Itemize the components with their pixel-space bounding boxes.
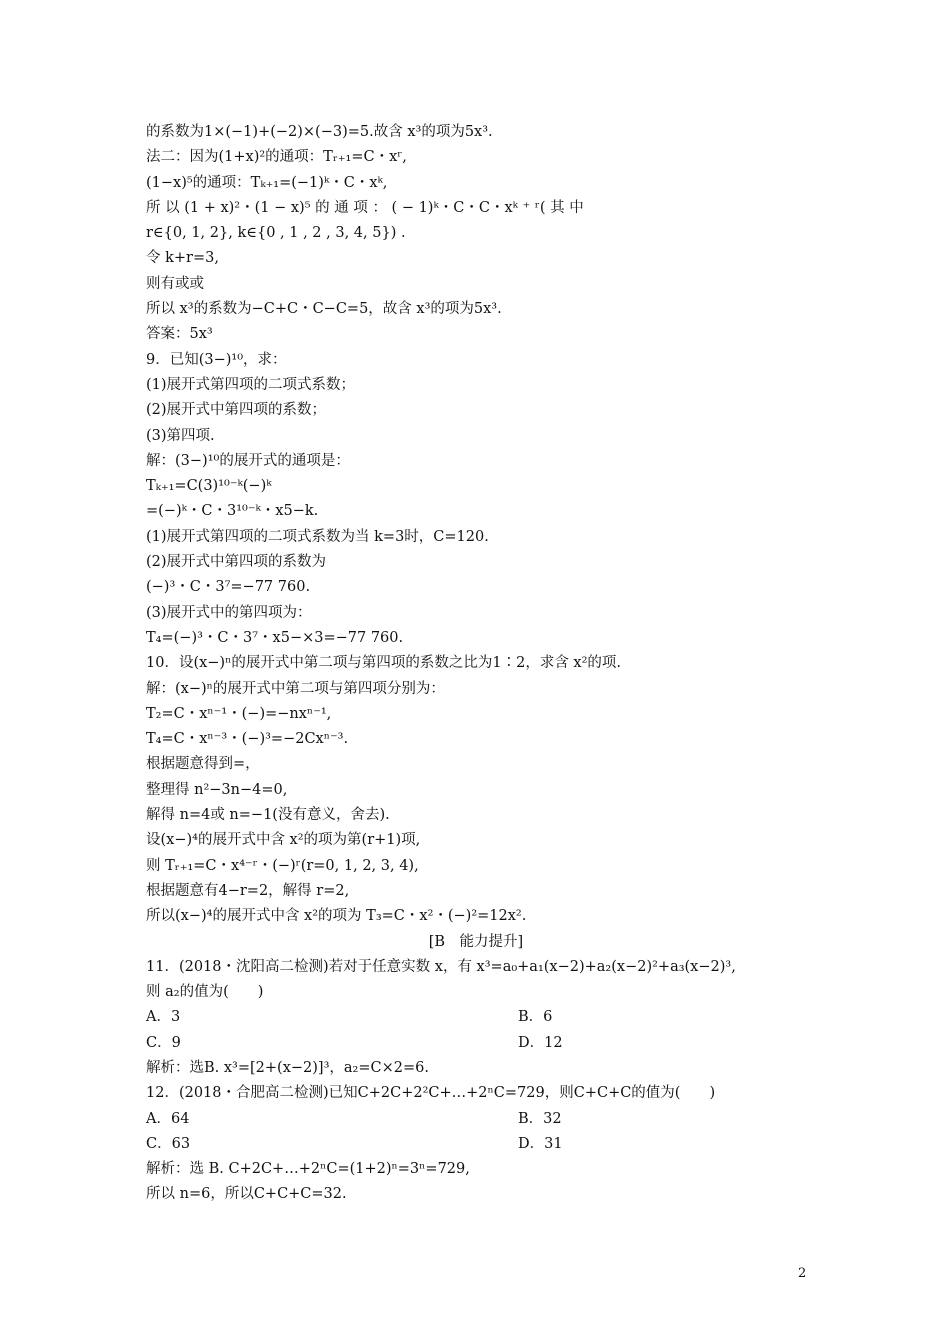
question-10: 10．设(x−)ⁿ的展开式中第二项与第四项的系数之比为1∶2，求含 x²的项.: [146, 655, 622, 672]
text-line: 所以 x³的系数为−C+C・C−C=5，故含 x³的项为5x³.: [146, 301, 502, 318]
text-line: (−)³・C・3⁷=−77 760.: [146, 579, 311, 596]
text-line: (2)展开式中第四项的系数为: [146, 554, 327, 571]
text-line: =(−)ᵏ・C・3¹⁰⁻ᵏ・x5−k.: [146, 503, 319, 520]
q12-options-row-2: [146, 1132, 806, 1157]
text-line: 所 以 (1 + x)²・(1 − x)⁵ 的 通 项 ： ( − 1)ᵏ・C・C・xᵏ ⁺ ʳ( 其 中: [146, 199, 584, 216]
text-line: (1)展开式第四项的二项式系数；: [146, 376, 356, 393]
text-line: (3)第四项.: [146, 427, 215, 444]
text-line: 根据题意得到=，: [146, 756, 260, 773]
q11-options-row-1: [146, 1005, 806, 1030]
page-number: 2: [798, 1266, 807, 1281]
text-line: 的系数为1×(−1)+(−2)×(−3)=5.故含 x³的项为5x³.: [146, 124, 493, 140]
q12-option-b: B．32: [518, 1110, 562, 1127]
text-line: 解得 n=4或 n=−1(没有意义，舍去).: [146, 807, 390, 824]
text-line: 则 a₂的值为( ): [146, 984, 264, 1001]
text-line: 令 k+r=3,: [146, 250, 219, 267]
answer-line: 答案：5x³: [146, 326, 213, 343]
text-line: (1)展开式第四项的二项式系数为当 k=3时，C=120.: [146, 528, 489, 545]
q12-option-c: C．63: [146, 1135, 191, 1152]
q11-options-row-2: [146, 1031, 806, 1056]
q12-option-d: D．31: [518, 1135, 563, 1152]
text-line: 设(x−)⁴的展开式中含 x²的项为第(r+1)项,: [146, 832, 421, 849]
solution-line: 解：(3−)¹⁰的展开式的通项是：: [146, 452, 350, 469]
q11-option-a: A．3: [146, 1009, 181, 1026]
text-line: 则 Tᵣ₊₁=C・x⁴⁻ʳ・(−)ʳ(r=0, 1, 2, 3, 4),: [146, 857, 419, 874]
text-line: 根据题意有4−r=2，解得 r=2,: [146, 882, 350, 899]
text-line: 所以(x−)⁴的展开式中含 x²的项为 T₃=C・x²・(−)²=12x².: [146, 908, 527, 925]
q12-option-a: A．64: [146, 1110, 190, 1127]
text-line: 则有或或: [146, 275, 204, 292]
text-line: (2)展开式中第四项的系数；: [146, 402, 327, 419]
section-heading: [B 能力提升]: [428, 933, 524, 950]
text-line: r∈{0, 1, 2}, k∈{0 , 1 , 2 , 3, 4, 5}) .: [146, 225, 406, 242]
text-line: T₄=(−)³・C・3⁷・x5−×3=−77 760.: [146, 629, 404, 646]
question-11: 11．(2018・沈阳高二检测)若对于任意实数 x，有 x³=a₀+a₁(x−2)+a₂(x−2)²+a₃(x−2)³,: [146, 958, 736, 975]
question-12: 12．(2018・合肥高二检测)已知C+2C+2²C+…+2ⁿC=729，则C+C+C的值为( ): [146, 1085, 716, 1102]
text-line: (1−x)⁵的通项：Tₖ₊₁=(−1)ᵏ・C・xᵏ,: [146, 174, 388, 191]
text-line: T₂=C・xⁿ⁻¹・(−)=−nxⁿ⁻¹,: [146, 705, 332, 722]
solution-line: 解：(x−)ⁿ的展开式中第二项与第四项分别为：: [146, 680, 445, 697]
solution-line: 解析：选 B. C+2C+…+2ⁿC=(1+2)ⁿ=3ⁿ=729,: [146, 1161, 470, 1178]
solution-line: 解析：选B. x³=[2+(x−2)]³，a₂=C×2=6.: [146, 1059, 429, 1076]
q11-option-c: C．9: [146, 1034, 181, 1051]
text-line: 法二：因为(1+x)²的通项：Tᵣ₊₁=C・xʳ,: [146, 149, 407, 166]
document-body: [146, 120, 806, 1208]
question-9: 9．已知(3−)¹⁰，求：: [146, 351, 287, 368]
text-line: Tₖ₊₁=C(3)¹⁰⁻ᵏ(−)ᵏ: [146, 478, 272, 495]
text-line: 整理得 n²−3n−4=0,: [146, 781, 288, 798]
text-line: 所以 n=6，所以C+C+C=32.: [146, 1186, 347, 1203]
text-line: (3)展开式中的第四项为：: [146, 604, 312, 621]
q11-option-d: D．12: [518, 1034, 563, 1051]
text-line: T₄=C・xⁿ⁻³・(−)³=−2Cxⁿ⁻³.: [146, 731, 349, 748]
q11-option-b: B．6: [518, 1009, 553, 1026]
q12-options-row-1: [146, 1107, 806, 1132]
